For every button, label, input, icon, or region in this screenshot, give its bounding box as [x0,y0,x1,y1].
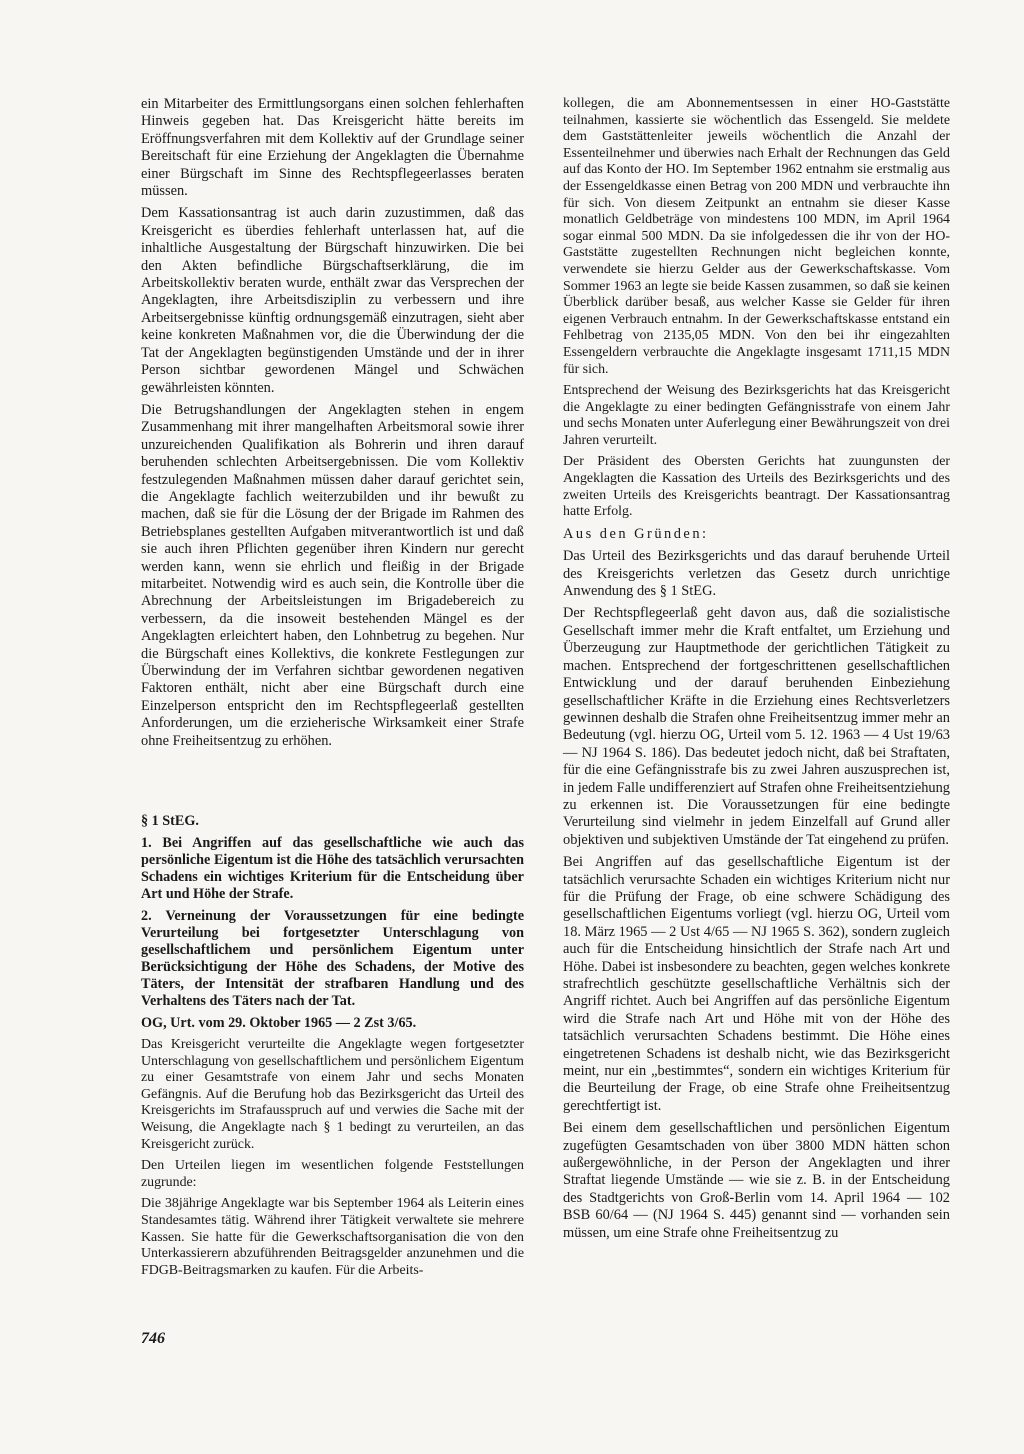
reasons-paragraph-1: Das Urteil des Bezirksgerichts und das darauf beruhende Urteil des Kreisgerichts verletzen das Gesetz durch unrichtige Anwendung des § 1 StEG. [563,548,950,600]
reasons-paragraph-3: Bei Angriffen auf das gesellschaftliche Eigentum ist der tatsächlich verursachte Schaden ein wichtiges Kriterium nicht nur für die Prüfung der Frage, ob eine schwere Schädigung des gesellschaftlichen Eigentums vorliegt (vgl. hierzu OG, Urteil vom 18. März 1965 — 2 Ust 4/65 — NJ 1965 S. 362), sondern zugleich auch für die Entscheidung hinsichtlich der Strafe nach Art und Höhe. Dabei ist insbesondere zu beachten, gegen welches konkrete strafrechtlich geschützte gesellschaftliche Verhältnis sich der Angriff richtet. Auch bei Angriffen auf das persönliche Eigentum wird die Strafe nach Art und Höhe mit von der Höhe des tatsächlich verursachten Schadens bestimmt. Die Höhe eines eingetretenen Schadens ist deshalb nicht, wie das Bezirksgericht meint, nur ein „bestimmtes“, sondern ein wichtiges Kriterium für die Beurteilung der Frage, ob eine Strafe ohne Freiheitsentzug gerechtfertigt ist. [563,854,950,1114]
right-column [563,96,950,1247]
reasons-heading: Aus den Gründen: [563,525,709,542]
page-number: 746 [141,1330,165,1347]
headnote-1: 1. Bei Angriffen auf das gesellschaftliche wie auch das persönliche Eigentum ist die Höhe des tatsächlich verursachten Schadens ein wichtiges Kriterium für die Entscheidung über Art und Höhe der Strafe. [141,835,524,903]
section-gap [141,755,524,813]
left-column [141,96,524,1284]
right-paragraph-3: Der Präsident des Obersten Gerichts hat zuungunsten der Angeklagten die Kassation des Urteils des Bezirksgerichts und des zweiten Urteils des Kreisgerichts beantragt. Der Kassationsantrag hatte Erfolg. [563,454,950,520]
right-paragraph-2: Entsprechend der Weisung des Bezirksgerichts hat das Kreisgericht die Angeklagte zu einer bedingten Gefängnisstrafe von einem Jahr und sechs Monaten unter Auferlegung einer Bewährungszeit von drei Jahren verurteilt. [563,383,950,448]
case-paragraph-2: Den Urteilen liegen im wesentlichen folgende Feststellungen zugrunde: [141,1158,524,1190]
law-heading: § 1 StEG. [141,813,199,830]
right-paragraph-1: kollegen, die am Abonnementsessen in einer HO-Gaststätte teilnahmen, kassierte sie wöchentlich das Essengeld. Sie meldete dem Gaststättenleiter jeweils wöchentlich die Anzahl der Essenteilnehmer und überwies nach Erhalt der Rechnungen das Geld auf das Konto der HO. Im September 1962 entnahm sie erstmalig aus der Essengeldkasse einen Betrag von 200 MDN und verbrauchte ihn für sich. Von diesem Zeitpunkt an entnahm sie dieser Kasse monatlich Geldbeträge von mindestens 100 MDN, im April 1964 sogar einmal 500 MDN. Da sie infolgedessen die ihr von der HO-Gaststätte zugestellten Rechnungen nicht begleichen konnte, verwendete sie hierzu Gelder aus der Gewerkschaftskasse. Vom Sommer 1963 an legte sie beide Kassen zusammen, so daß sie keinen Überblick darüber besaß, aus welcher Kasse sie Gelder für ihren eigenen Verbrauch entnahm. In der Gewerkschaftskasse entstand ein Fehlbetrag von 2135,05 MDN. Von den bei ihr eingezahlten Essengeldern verbrauchte die Angeklagte insgesamt 1711,15 MDN für sich. [563,96,950,377]
reasons-paragraph-4: Bei einem dem gesellschaftlichen und persönlichen Eigentum zugefügten Gesamtschaden von über 3800 MDN hätten schon außergewöhnliche, in der Person der Angeklagten und ihrer Straftat liegende Umstände — wie sie z. B. in der Entscheidung des Stadtgerichts von Groß-Berlin vom 14. April 1964 — 102 BSB 60/64 — (NJ 1964 S. 445) genannt sind — vorhanden sein müssen, um eine Strafe ohne Freiheitsentzug zu [563,1120,950,1241]
case-paragraph-3: Die 38jährige Angeklagte war bis September 1964 als Leiterin eines Standesamtes tätig. Während ihrer Tätigkeit verwaltete sie mehrere Kassen. Sie hatte für die Gewerkschaftsorganisation die von den Unterkassierern abzuführenden Beitragsgelder anzunehmen und die FDGB-Beitragsmarken zu kaufen. Für die Arbeits- [141,1196,524,1278]
court-citation: OG, Urt. vom 29. Oktober 1965 — 2 Zst 3/65. [141,1015,417,1032]
left-paragraph-3: Die Betrugshandlungen der Angeklagten stehen in engem Zusammenhang mit ihrer mangelhaften Arbeitsmoral sowie ihrer unzureichenden Qualifikation als Bohrerin und ihren darauf beruhenden schlechten Arbeitsergebnissen. Die vom Kollektiv festzulegenden Maßnahmen müssen daher darauf gerichtet sein, die Angeklagte fachlich weiterzubilden und ihr bewußt zu machen, daß sie für die Lösung der der Brigade im Rahmen des Betriebsplanes gestellten Aufgaben mitverantwortlich ist und daß sie auch ihren Pflichten gegenüber ihren Kindern nur gerecht werden kann, wenn sie ehrlich und fleißig in der Brigade mitarbeitet. Notwendig wird es auch sein, die Kontrolle über die Abrechnung der Arbeitsleistungen im Brigadebereich zu verbessern, da die insoweit bestehenden Mängel es der Angeklagten erleichtert haben, den Lohnbetrug zu begehen. Nur die Bürgschaft eines Kollektivs, die konkrete Festlegungen zur Überwindung der im Verfahren sichtbar gewordenen negativen Faktoren enthält, nicht aber eine Bürgschaft durch eine Einzelperson entspricht den im Rechtspflegeerlaß gestellten Anforderungen, um die erzieherische Wirksamkeit einer Strafe ohne Freiheitsentzug zu erhöhen. [141,401,524,749]
left-paragraph-2: Dem Kassationsantrag ist auch darin zuzustimmen, daß das Kreisgericht es überdies fehlerhaft unterlassen hat, auf die inhaltliche Ausgestaltung der Bürgschaft hinzuwirken. Die bei den Akten befindliche Bürgschaftserklärung, die im Arbeitskollektiv beraten wurde, enthält zwar das Versprechen der Angeklagten, ihre Arbeitsdisziplin zu verbessern und ihre Arbeitsergebnisse künftig ordnungsgemäß einzutragen, sieht aber keine konkreten Maßnahmen vor, die die Überwindung der die Tat der Angeklagten begünstigenden Umstände und der in ihrer Person sichtbar gewordenen Mängel und Schwächen gewährleisten könnten. [141,205,524,396]
left-paragraph-1: ein Mitarbeiter des Ermittlungsorgans einen solchen fehlerhaften Hinweis gegeben hat. Das Kreisgericht hätte bereits im Eröffnungsverfahren mit dem Kollektiv auf der Grundlage seiner Bereitschaft für eine Erziehung der Angeklagten die Übernahme einer Bürgschaft im Sinne des Rechtspflegeerlasses beraten müssen. [141,96,524,200]
headnote-2: 2. Verneinung der Voraussetzungen für eine bedingte Verurteilung bei fortgesetzter Unterschlagung von gesellschaftlichem und persönlichem Eigentum unter Berücksichtigung der Höhe des Schadens, der Motive des Täters, der Intensität der strafbaren Handlung und des Verhaltens des Täters nach der Tat. [141,908,524,1010]
case-paragraph-1: Das Kreisgericht verurteilte die Angeklagte wegen fortgesetzter Unterschlagung von gesellschaftlichem und persönlichem Eigentum zu einer Gesamtstrafe von einem Jahr und sechs Monaten Gefängnis. Auf die Berufung hob das Bezirksgericht das Urteil des Kreisgerichts im Strafausspruch auf und verwies die Sache mit der Weisung, die Angeklagte nach § 1 bedingt zu verurteilen, an das Kreisgericht zurück. [141,1037,524,1152]
reasons-paragraph-2: Der Rechtspflegeerlaß geht davon aus, daß die sozialistische Gesellschaft immer mehr die Kraft entfaltet, um Erziehung und Überzeugung zur Hauptmethode der gerichtlichen Tätigkeit zu machen. Entsprechend der fortgeschrittenen gesellschaftlichen Entwicklung und der darauf beruhenden Einbeziehung gesellschaftlicher Kräfte in die Erziehung eines Rechtsverletzers gewinnen deshalb die Strafen ohne Freiheitsentzug immer mehr an Bedeutung (vgl. hierzu OG, Urteil vom 5. 12. 1963 — 4 Ust 19/63 — NJ 1964 S. 186). Das bedeutet jedoch nicht, daß bei Straftaten, für die eine Gefängnisstrafe bis zu zwei Jahren auszusprechen ist, in jedem Falle undifferenziert auf Strafen ohne Freiheitsentziehung zu erkennen ist. Die Voraussetzungen für eine bedingte Verurteilung sind vielmehr in jedem Einzelfall auf Grund aller objektiven und subjektiven Umstände der Tat eingehend zu prüfen. [563,605,950,848]
